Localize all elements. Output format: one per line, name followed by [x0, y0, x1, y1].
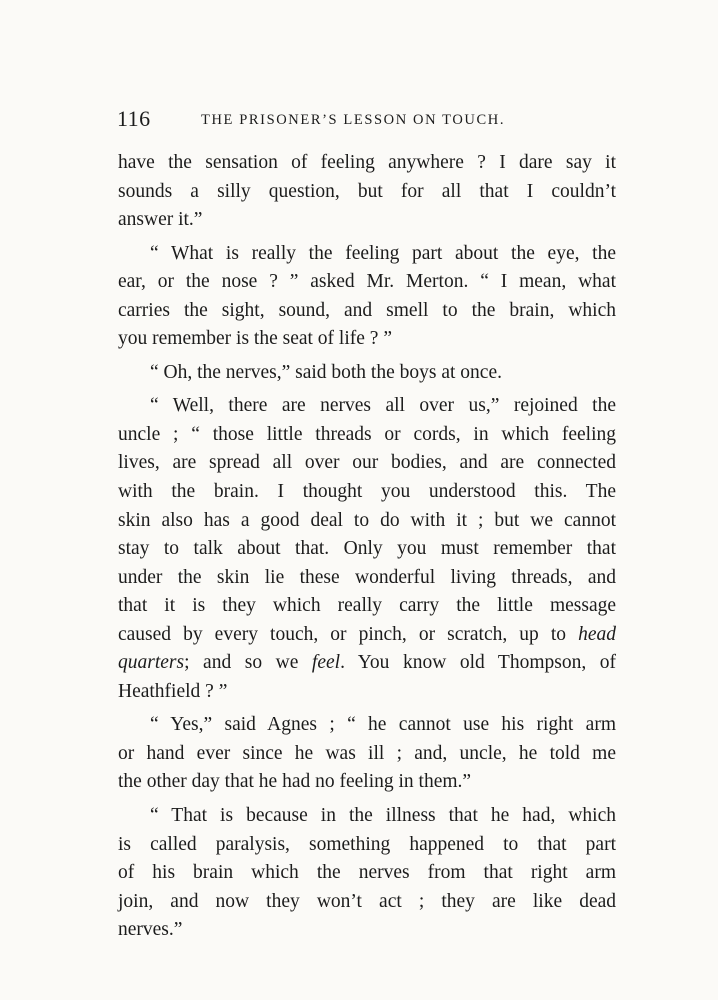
text-line: of his brain which the nerves from that right arm — [118, 862, 616, 884]
italic-word-feel: feel — [311, 652, 341, 674]
text-line: is called paralysis, something happened to that part — [118, 833, 616, 855]
italic-word-quarters: quarters — [118, 652, 185, 674]
text-line: lives, are spread all over our bodies, and are connected — [118, 452, 616, 474]
paragraph-2 — [118, 240, 616, 354]
text-segment: caused by every touch, or pinch, or scratch, up to — [118, 623, 567, 645]
text-line: join, and now they won’t act ; they are like dead — [118, 890, 616, 912]
running-head: THE PRISONER’S LESSON ON TOUCH. — [201, 112, 506, 128]
body-text — [118, 149, 616, 945]
text-line: the other day that he had no feeling in them.” — [118, 771, 472, 793]
text-line: ear, or the nose ? ” asked Mr. Merton. “ I mean, what — [118, 271, 616, 293]
text-line: that it is they which really carry the little message — [118, 595, 616, 617]
text-line: or hand ever since he was ill ; and, uncle, he told me — [118, 742, 616, 764]
paragraph-1 — [118, 149, 616, 235]
text-line: answer it.” — [118, 209, 203, 231]
paragraph-6 — [118, 802, 616, 945]
page-number: 116 — [117, 106, 151, 131]
text-line-mixed — [118, 621, 616, 650]
italic-word-head: head — [578, 623, 617, 645]
paragraph-4 — [118, 392, 616, 706]
text-line: “ What is really the feeling part about the eye, the — [150, 242, 616, 264]
text-line: Heathfield ? ” — [118, 680, 228, 702]
paragraph-5 — [118, 711, 616, 797]
text-line: “ Yes,” said Agnes ; “ he cannot use his right arm — [150, 714, 616, 736]
text-line: skin also has a good deal to do with it ; but we cannot — [118, 509, 616, 531]
text-line: with the brain. I thought you understood this. The — [118, 481, 616, 503]
text-segment: ; and so we — [184, 652, 299, 674]
paragraph-3 — [118, 359, 616, 388]
text-line: nerves.” — [118, 919, 183, 941]
text-line-mixed — [118, 649, 616, 678]
text-line: you remember is the seat of life ? ” — [118, 328, 392, 350]
text-line: “ Well, there are nerves all over us,” rejoined the — [150, 395, 616, 417]
text-line: under the skin lie these wonderful living threads, and — [118, 566, 616, 588]
text-line: have the sensation of feeling anywhere ? I dare say it — [118, 152, 616, 173]
text-line: carries the sight, sound, and smell to the brain, which — [118, 299, 616, 321]
page-header — [117, 106, 617, 136]
text-line: uncle ; “ those little threads or cords, in which feeling — [118, 423, 616, 445]
text-line: stay to talk about that. Only you must remember that — [118, 538, 616, 560]
text-segment: . You know old Thompson, of — [340, 652, 617, 674]
text-line: “ That is because in the illness that he had, which — [150, 805, 616, 827]
text-line: sounds a silly question, but for all that I couldn’t — [118, 180, 616, 202]
text-line: “ Oh, the nerves,” said both the boys at once. — [150, 361, 502, 383]
